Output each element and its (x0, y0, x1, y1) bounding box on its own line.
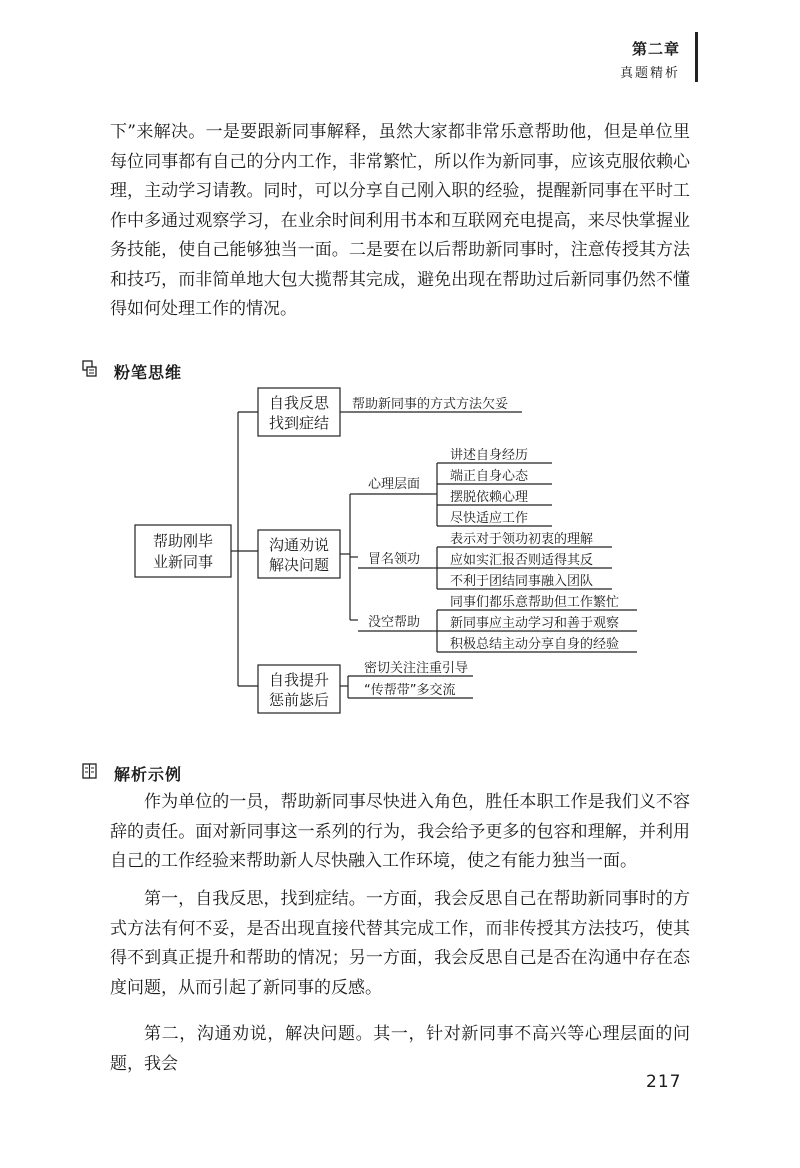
branch-improve-line-2: 惩前毖后 (268, 691, 330, 709)
leaf-nohelp-2: 新同事应主动学习和善于观察 (450, 616, 620, 631)
leaf-improve-2: “传帮带”多交流 (364, 683, 456, 698)
branch-communicate-line-1: 沟通劝说 (268, 536, 330, 554)
group-nohelp-label: 没空帮助 (368, 615, 421, 630)
leaf-credit-1: 表示对于领功初衷的理解 (450, 532, 594, 547)
analysis-paragraph-2: 第一，自我反思，找到症结。一方面，我会反思自己在帮助新同事时的方式方法有何不妥，是否出现直接代替其完成工作，而非传授其方法技巧，使其得不到真正提升和帮助的情况；另一方面，我会反思自己是否在沟通中存在态度问题，从而引起了新同事的反感。 (110, 889, 690, 998)
analysis-paragraph-3: 第二，沟通劝说，解决问题。其一，针对新同事不高兴等心理层面的问题，我会 (110, 1024, 690, 1074)
group-psychology-label: 心理层面 (368, 477, 421, 492)
branch-reflect-line-1: 自我反思 (268, 394, 330, 412)
analysis-paragraph-1: 作为单位的一员，帮助新同事尽快进入角色，胜任本职工作是我们义不容辞的责任。面对新同事这一系列的行为，我会给予更多的包容和理解，并利用自己的工作经验来帮助新人尽快融入工作环境，使之有能力独当一面。 (110, 792, 690, 871)
leaf-psychology-2: 端正自身心态 (450, 469, 529, 484)
analysis-section-title: 解析示例 (114, 765, 183, 784)
leaf-credit-2: 应如实汇报否则适得其反 (450, 553, 594, 568)
mindmap-root-line-1: 帮助刚毕 (152, 532, 214, 550)
leaf-nohelp-3: 积极总结主动分享自身的经验 (450, 637, 620, 652)
branch-reflect-line-2: 找到症结 (268, 414, 330, 432)
leaf-nohelp-1: 同事们都乐意帮助但工作繁忙 (450, 595, 620, 610)
mindmap-section-title: 粉笔思维 (114, 363, 183, 382)
leaf-improve-1: 密切关注注重引导 (364, 661, 469, 676)
chapter-title: 第二章 (631, 40, 680, 58)
page-number: 217 (646, 1072, 682, 1092)
leaf-credit-3: 不利于团结同事融入团队 (450, 574, 594, 589)
analysis-section-icon (82, 762, 98, 784)
branch-improve-line-1: 自我提升 (268, 671, 330, 689)
mindmap-root-line-2: 业新同事 (152, 553, 214, 571)
intro-paragraph: 下”来解决。一是要跟新同事解释，虽然大家都非常乐意帮助他，但是单位里每位同事都有自己的分内工作，非常繁忙，所以作为新同事，应该克服依赖心理，主动学习请教。同时，可以分享自己刚入职的经验，提醒新同事在平时工作中多通过观察学习，在业余时间利用书本和互联网充电提高，来尽快掌握业务技能，使自己能够独当一面。二是要在以后帮助新同事时，注意传授其方法和技巧，而非简单地大包大揽帮其完成，避免出现在帮助过后新同事仍然不懂得如何处理工作的情况。 (110, 122, 690, 319)
leaf-psychology-4: 尽快适应工作 (450, 511, 529, 526)
leaf-psychology-1: 讲述自身经历 (450, 448, 529, 463)
branch-communicate-line-2: 解决问题 (268, 556, 330, 574)
group-credit-label: 冒名领功 (368, 552, 421, 567)
chapter-subtitle: 真题精析 (619, 66, 680, 81)
leaf-psychology-3: 摆脱依赖心理 (450, 490, 529, 505)
leaf-reflect-1: 帮助新同事的方式方法欠妥 (352, 397, 509, 412)
